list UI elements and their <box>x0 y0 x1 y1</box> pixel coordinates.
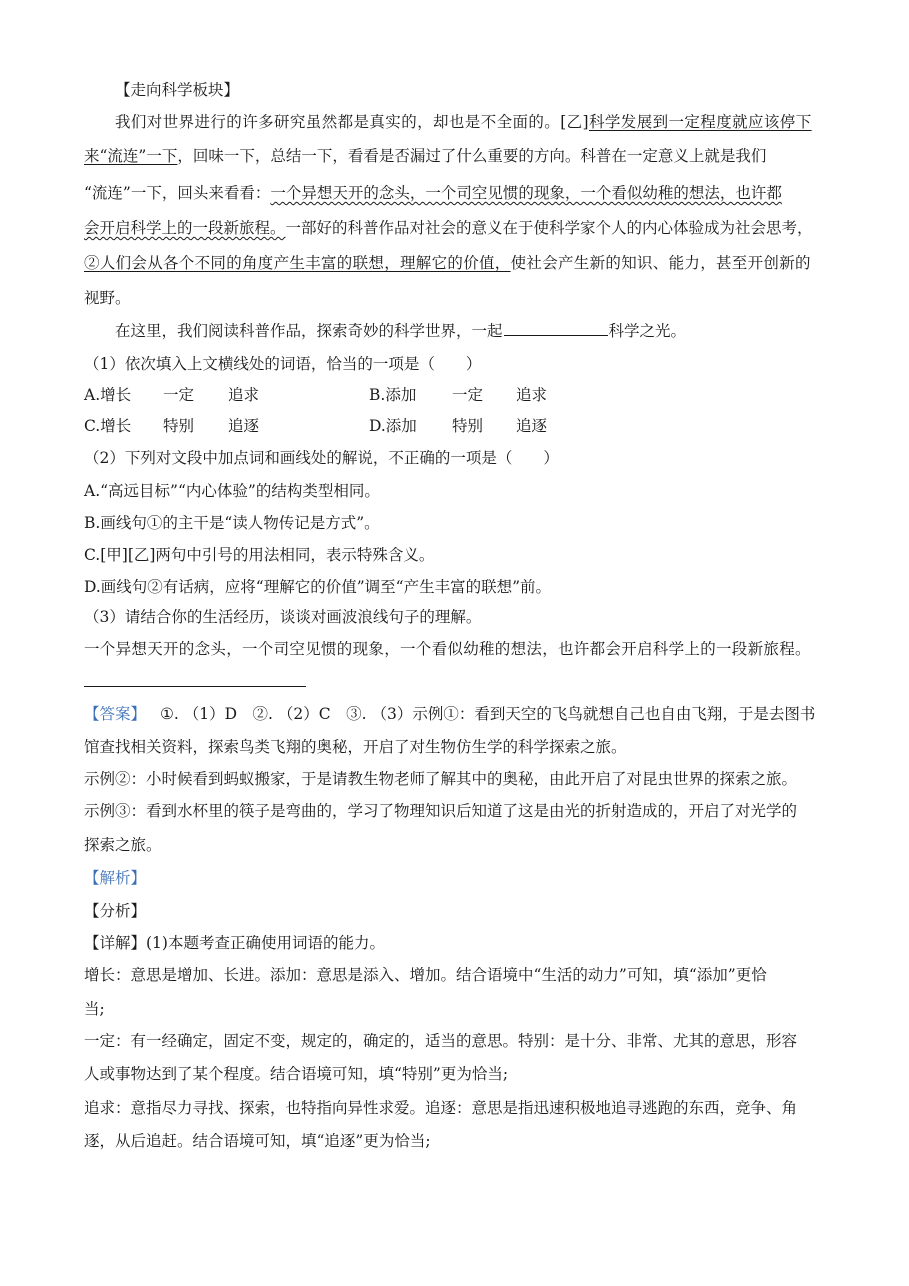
q3-stem: （3）请结合你的生活经历，谈谈对画波浪线句子的理解。 <box>84 608 482 626</box>
answer-line-1 <box>84 704 815 724</box>
text: ，回味一下，总结一下，看看是否漏过了什么重要的方向。科普在一定意义上就是我们 <box>177 147 767 165</box>
text: 在这里，我们阅读科普作品，探索奇妙的科学世界，一起 <box>115 322 503 340</box>
q2-option-a: A.“高远目标”“内心体验”的结构类型相同。 <box>84 482 380 500</box>
section-title: 【走向科学板块】 <box>115 81 240 99</box>
q1-option-a <box>84 385 131 405</box>
q1-option-c-word2: 特别 <box>163 417 195 435</box>
answer-tag: 【答案】 <box>84 705 147 723</box>
q2-option-c: C.[甲][乙]两句中引号的用法相同，表示特殊含义。 <box>84 546 435 564</box>
q1-option-a-word3: 追求 <box>228 386 260 404</box>
q1-option-b: B.添加 <box>369 386 417 404</box>
analysis-line-1: 增长：意思是增加、长进。添加：意思是添入、增加。结合语境中“生活的动力”可知，填“添加”更恰 <box>84 966 767 984</box>
fenxi-tag: 【分析】 <box>84 902 147 920</box>
divider <box>84 686 306 687</box>
q1-option-b-word3: 追求 <box>516 386 548 404</box>
q1-option-a-word2: 一定 <box>163 386 195 404</box>
wavy-sentence: 一个异想天开的念头，一个司空见惯的现象，一个看似幼稚的想法，也许都 <box>270 184 782 202</box>
q1-option-d-word3: 追逐 <box>516 417 548 435</box>
q1-option-d: D.添加 <box>369 417 417 435</box>
analysis-line-4: 人或事物达到了某个程度。结合语境可知，填“特别”更为恰当; <box>84 1065 509 1083</box>
text: 一部好的科普作品对社会的意义在于使科学家个人的内心体验成为社会思考， <box>285 219 813 237</box>
answer-line-4: 示例③：看到水杯里的筷子是弯曲的，学习了物理知识后知道了这是由光的折射造成的，开启了对光学的 <box>84 802 798 820</box>
underlined-sentence-1: 科学发展到一定程度就应该停下 <box>589 113 812 131</box>
passage-line-1 <box>115 112 812 132</box>
q2-option-d: D.画线句②有话病，应将“理解它的价值”调至“产生丰富的联想”前。 <box>84 578 552 596</box>
text: “流连”一下，回头来看看： <box>84 184 271 202</box>
underlined-sentence-2: ②人们会从各个不同的角度产生丰富的联想，理解它的价值， <box>84 254 511 272</box>
analysis-line-2: 当; <box>84 1000 105 1018</box>
answer-line-3: 示例②：小时候看到蚂蚁搬家，于是请教生物老师了解其中的奥秘，由此开启了对昆虫世界的探索之旅。 <box>84 770 798 788</box>
answer-line-2: 馆查找相关资料，探索鸟类飞翔的奥秘，开启了对生物仿生学的科学探索之旅。 <box>84 738 627 756</box>
analysis-line-3: 一定：有一经确定，固定不变，规定的，确定的，适当的意思。特别：是十分、非常、尤其的意思，形容 <box>84 1032 798 1050</box>
passage-line-5 <box>84 253 811 273</box>
passage-line-7 <box>115 321 686 341</box>
q2-option-b: B.画线句①的主干是“读人物传记是方式”。 <box>84 514 380 532</box>
passage-line-6: 视野。 <box>84 289 131 307</box>
q2-stem: （2）下列对文段中加点词和画线处的解说，不正确的一项是（ ） <box>84 449 559 467</box>
analysis-tag: 【解析】 <box>84 869 147 887</box>
q1-option-c: C.增长 <box>84 417 132 435</box>
q3-quote: 一个异想天开的念头，一个司空见惯的现象，一个看似幼稚的想法，也许都会开启科学上的一段新旅程。 <box>84 640 811 658</box>
answer-text: ①. （1）D ②. （2）C ③. （3）示例①：看到天空的飞鸟就想自己也自由飞翔，于是去图书 <box>160 705 816 723</box>
q1-option-b-word2: 一定 <box>452 386 484 404</box>
wavy-sentence-end: 会开启科学上的一段新旅程。 <box>84 219 286 237</box>
passage-line-4 <box>84 218 813 238</box>
detail-line: 【详解】(1)本题考查正确使用词语的能力。 <box>84 934 385 952</box>
option-word: A.增长 <box>84 386 132 404</box>
analysis-line-6: 逐，从后追赶。结合语境可知，填“追逐”更为恰当; <box>84 1132 431 1150</box>
fill-blank <box>504 321 608 336</box>
answer-line-5: 探索之旅。 <box>84 836 162 854</box>
q1-stem: （1）依次填入上文横线处的词语，恰当的一项是（ ） <box>84 355 482 373</box>
text: 我们对世界进行的许多研究虽然都是真实的，却也是不全面的。[乙] <box>115 113 589 131</box>
text: 科学之光。 <box>608 322 687 340</box>
passage-line-3 <box>84 183 782 203</box>
q1-option-d-word2: 特别 <box>452 417 484 435</box>
analysis-line-5: 追求：意指尽力寻找、探索，也特指向异性求爱。追逐：意思是指迅速积极地追寻逃跑的东西，竞争、角 <box>84 1099 798 1117</box>
text: 使社会产生新的知识、能力，甚至开创新的 <box>510 254 811 272</box>
q1-option-c-word3: 追逐 <box>228 417 260 435</box>
passage-line-2 <box>84 146 766 166</box>
underlined-sentence-1-end: 来“流连”一下 <box>84 147 178 165</box>
